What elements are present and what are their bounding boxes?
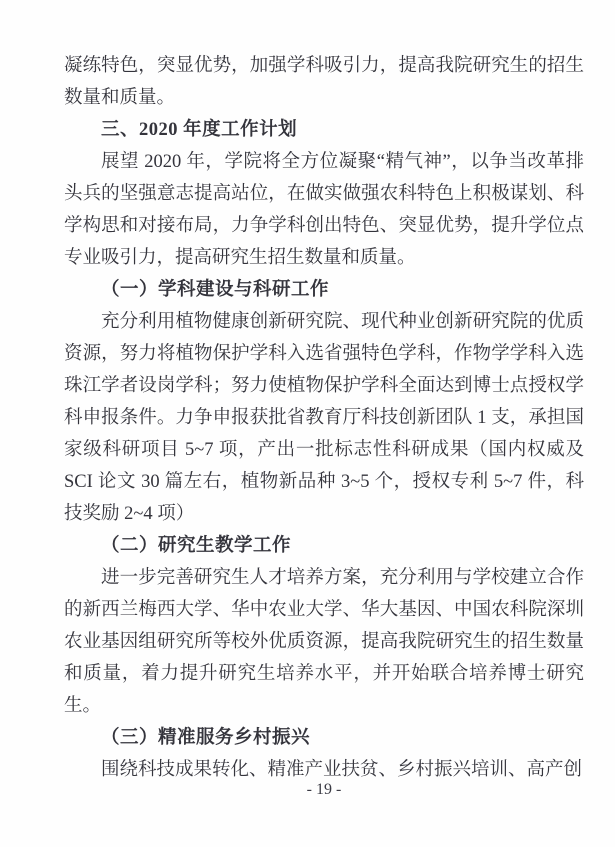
- paragraph: 充分利用植物健康创新研究院、现代种业创新研究院的优质资源，努力将植物保护学科入选省强特色学科，作物学学科入选珠江学者设岗学科；努力使植物保护学科全面达到博士点授权学科申报条件。力争申报获批省教育厅科技创新团队 1 支，承担国家级科研项目 5~7 项，产出一批标志性科研成果（国内权威及 SCI 论文 30 篇左右，植物新品种 3~5 个，授权专利 5~7 件，科技奖励 2~4 项）: [64, 312, 584, 524]
- paragraph: 展望 2020 年，学院将全方位凝聚“精气神”，以争当改革排头兵的坚强意志提高站位，在做实做强农科特色上积极谋划、科学构思和对接布局，力争学科创出特色、突显优势，提升学位点专业吸引力，提高研究生招生数量和质量。: [64, 152, 584, 268]
- document-content: [64, 50, 584, 786]
- section-heading-annual-plan: 三、2020 年度工作计划: [101, 120, 298, 140]
- paragraph: 进一步完善研究生人才培养方案，充分利用与学校建立合作的新西兰梅西大学、华中农业大学、华大基因、中国农科院深圳农业基因组研究所等校外优质资源，提高我院研究生的招生数量和质量，着力提升研究生培养水平，并开始联合培养博士研究生。: [64, 568, 584, 716]
- section-heading-discipline-research: （一）学科建设与科研工作: [101, 280, 330, 300]
- page-number: - 19 -: [306, 781, 342, 798]
- paragraph: 围绕科技成果转化、精准产业扶贫、乡村振兴培训、高产创: [101, 760, 583, 780]
- section-heading-rural-revitalization: （三）精准服务乡村振兴: [101, 728, 311, 748]
- section-heading-graduate-teaching: （二）研究生教学工作: [101, 536, 292, 556]
- paragraph-continuation: 凝练特色，突显优势，加强学科吸引力，提高我院研究生的招生数量和质量。: [64, 56, 584, 108]
